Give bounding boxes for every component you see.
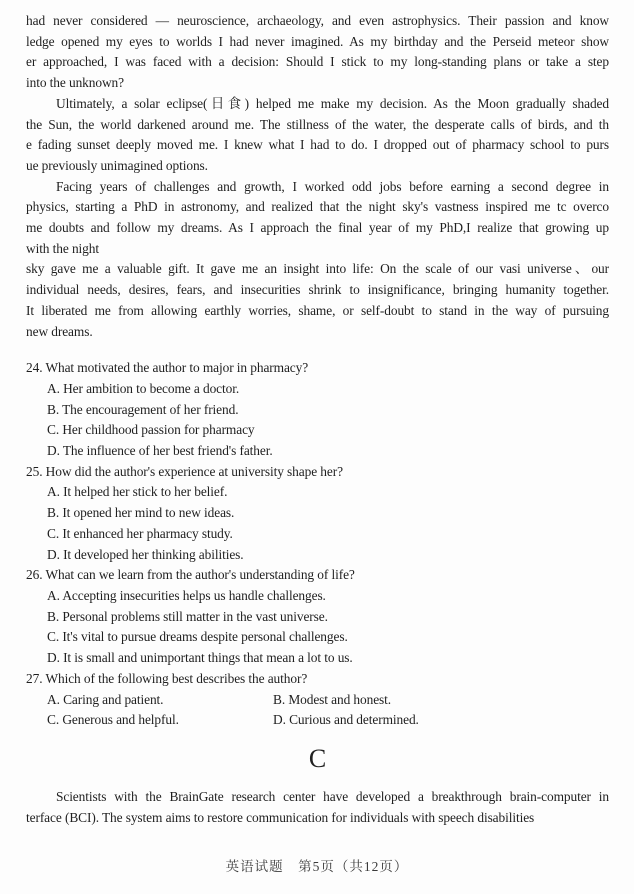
passage-line: ledge opened my eyes to worlds I had never imagined. As my birthday and the Perseid meteor show (26, 33, 609, 49)
passage-line: physics, starting a PhD in astronomy, and realized that the night sky's vastness inspired me tc overco (26, 199, 609, 215)
question-text: 26. What can we learn from the author's understanding of life? (26, 567, 355, 583)
passage-c-intro (26, 787, 609, 828)
passage-line: Scientists with the BrainGate research center have developed a breakthrough brain-computer in (56, 788, 609, 804)
option-item: B. Modest and honest. (273, 691, 392, 707)
option-item: D. It is small and unimportant things that mean a lot to us. (47, 650, 353, 666)
question-block (26, 462, 609, 566)
option-item: C. It's vital to pursue dreams despite personal challenges. (47, 629, 348, 645)
option-item: C. It enhanced her pharmacy study. (47, 525, 233, 541)
passage-line: sky gave me a valuable gift. It gave me an insight into life: On the scale of our vasi universe、our (26, 261, 609, 277)
option-row (26, 690, 609, 711)
option-row (26, 710, 609, 731)
question-text: 25. How did the author's experience at university shape her? (26, 463, 343, 479)
option-item: D. The influence of her best friend's father. (47, 443, 273, 459)
question-text: 27. Which of the following best describes the author? (26, 670, 308, 686)
passage-line: individual needs, desires, fears, and insecurities shrink to insignificance, bringing humanity together. (26, 282, 609, 298)
option-item: C. Her childhood passion for pharmacy (47, 422, 255, 438)
questions-24-27 (26, 358, 609, 731)
passage-line: ue previously unimagined options. (26, 157, 208, 173)
passage-line: er approached, I was faced with a decision: Should I stick to my long-standing plans or take a step (26, 54, 609, 70)
passage-line: terface (BCI). The system aims to restore communication for individuals with speech disabilities (26, 809, 535, 825)
passage-line: e fading sunset deeply moved me. I knew what I had to do. I dropped out of pharmacy school to purs (26, 137, 609, 153)
passage-line: had never considered — neuroscience, archaeology, and even astrophysics. Their passion and know (26, 13, 609, 28)
passage-line: me doubts and follow my dreams. As I approach the final year of my PhD,I realize that growing up (26, 220, 609, 236)
passage-line: Ultimately, a solar eclipse(日食) helped me make my decision. As the Moon gradually shaded (56, 95, 609, 111)
question-text: 24. What motivated the author to major in pharmacy? (26, 360, 309, 376)
option-item: A. Accepting insecurities helps us handle challenges. (47, 587, 326, 603)
option-item: B. It opened her mind to new ideas. (47, 505, 235, 521)
question-block (26, 565, 609, 669)
option-item: A. Her ambition to become a doctor. (47, 380, 240, 396)
option-item: A. Caring and patient. (47, 691, 164, 707)
section-c-heading: C (308, 743, 327, 773)
option-item: B. The encouragement of her friend. (47, 401, 239, 417)
passage-line: It liberated me from allowing earthly worries, shame, or self-doubt to stand in the way of pursuing (26, 302, 609, 318)
question-block (26, 358, 609, 462)
option-item: D. Curious and determined. (273, 712, 419, 728)
option-item: A. It helped her stick to her belief. (47, 484, 228, 500)
question-block (26, 669, 609, 731)
passage-line: new dreams. (26, 323, 93, 339)
passage-line: into the unknown? (26, 75, 124, 91)
option-item: D. It developed her thinking abilities. (47, 546, 244, 562)
passage-line: with the night (26, 240, 99, 256)
passage-line: the Sun, the world darkened around me. The stillness of the water, the desperate calls of birds, and th (26, 116, 609, 132)
passage-line: Facing years of challenges and growth, I worked odd jobs before earning a second degree in (56, 178, 609, 194)
page-footer: 英语试题 第5页（共12页） (225, 859, 409, 874)
option-item: B. Personal problems still matter in the vast universe. (47, 608, 328, 624)
option-item: C. Generous and helpful. (47, 712, 179, 728)
page-content (26, 11, 609, 828)
reading-passage-b (26, 11, 609, 342)
